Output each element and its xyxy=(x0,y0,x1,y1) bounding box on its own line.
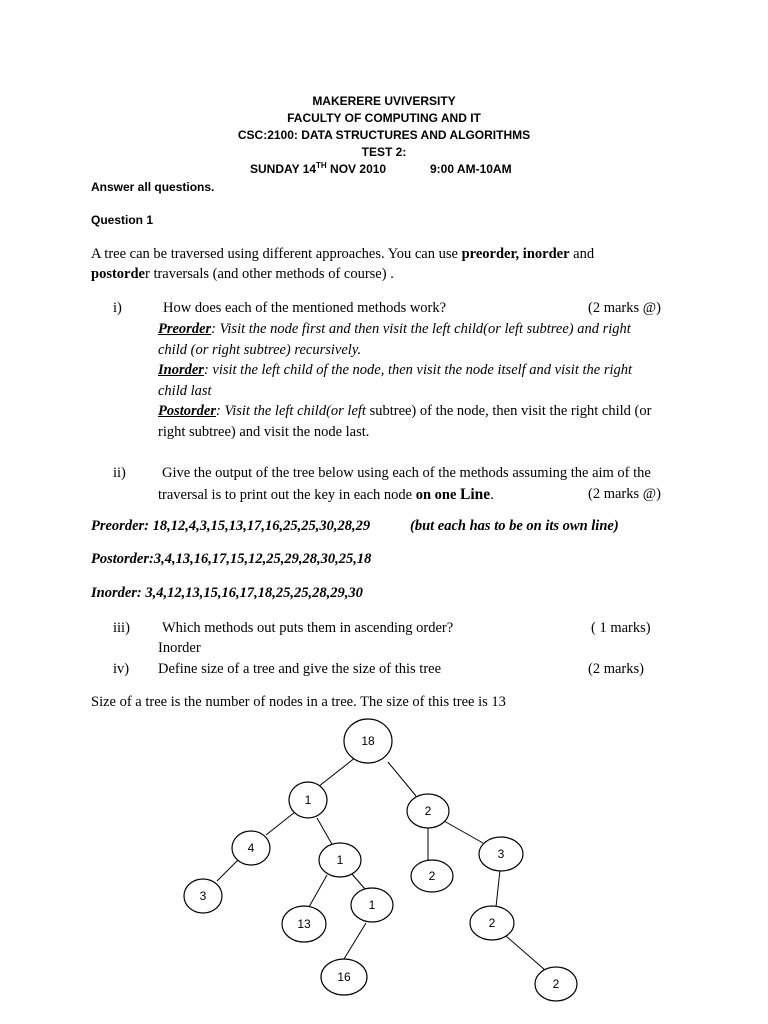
q-iii-text: Which methods out puts them in ascending order? xyxy=(162,620,454,636)
q-i-marks: (2 marks @) xyxy=(588,300,661,316)
instructions: Answer all questions. xyxy=(91,180,215,194)
q-iii-answer: Inorder xyxy=(158,640,201,656)
exam-date: SUNDAY 14TH NOV 2010 xyxy=(250,161,387,176)
tree-node-label: 2 xyxy=(424,804,432,818)
tree-node-label: 16 xyxy=(337,970,351,984)
university-name: MAKERERE UVIVERSITY xyxy=(312,94,456,108)
preorder-answer: Preorder: 18,12,4,3,15,13,17,16,25,25,30,28,29 xyxy=(91,518,371,534)
tree-node-label: 2 xyxy=(488,916,496,930)
tree-node-label: 2 xyxy=(428,869,436,883)
q-i-text: How does each of the mentioned methods work? xyxy=(163,300,447,316)
q-iv-text: Define size of a tree and give the size of this tree xyxy=(158,661,442,677)
q-iv-marks: (2 marks) xyxy=(588,661,644,677)
q-ii-number: ii) xyxy=(113,465,126,481)
inorder-definition: Inorder: visit the left child of the node, then visit the node itself and visit the right xyxy=(158,362,633,378)
tree-node-label: 1 xyxy=(368,898,376,912)
tree-node-label: 1 xyxy=(336,853,344,867)
q-i-number: i) xyxy=(113,300,122,316)
q-ii-marks: (2 marks @) xyxy=(588,486,661,502)
q-ii-text-cont: traversal is to print out the key in each node on one Line. xyxy=(158,486,494,503)
q-ii-text: Give the output of the tree below using each of the methods assuming the aim of the xyxy=(162,465,651,481)
tree-node-label: 18 xyxy=(361,734,375,748)
exam-time: 9:00 AM-10AM xyxy=(430,162,512,176)
tree-node-label: 2 xyxy=(552,977,560,991)
tree-node-label: 3 xyxy=(497,847,505,861)
postorder-definition: Postorder: Visit the left child(or left subtree) of the node, then visit the right child (or xyxy=(158,403,652,419)
size-answer: Size of a tree is the number of nodes in a tree. The size of this tree is 13 xyxy=(91,694,506,710)
inorder-definition-cont: child last xyxy=(158,383,212,399)
course-title: CSC:2100: DATA STRUCTURES AND ALGORITHMS xyxy=(237,128,531,142)
question-title: Question 1 xyxy=(91,213,154,227)
inorder-answer: Inorder: 3,4,12,13,15,16,17,18,25,25,28,29,30 xyxy=(91,585,363,601)
postorder-answer: Postorder:3,4,13,16,17,15,12,25,29,28,30,25,18 xyxy=(91,551,372,567)
intro-line-1: A tree can be traversed using different approaches. You can use preorder, inorder and xyxy=(91,246,595,262)
test-title: TEST 2: xyxy=(361,145,407,159)
intro-line-2: postorder traversals (and other methods of course) . xyxy=(91,266,394,282)
q-iv-number: iv) xyxy=(113,661,130,677)
preorder-definition: Preorder: Visit the node first and then visit the left child(or left subtree) and right xyxy=(158,321,631,337)
preorder-definition-cont: child (or right subtree) recursively. xyxy=(158,342,362,358)
tree-node-label: 3 xyxy=(199,889,207,903)
tree-node-label: 1 xyxy=(304,793,312,807)
q-iii-marks: ( 1 marks) xyxy=(591,620,651,636)
q-iii-number: iii) xyxy=(113,620,130,636)
postorder-definition-cont: right subtree) and visit the node last. xyxy=(158,424,370,440)
tree-node-label: 13 xyxy=(297,917,311,931)
tree-node-label: 4 xyxy=(247,841,255,855)
preorder-note: (but each has to be on its own line) xyxy=(410,518,619,534)
faculty-name: FACULTY OF COMPUTING AND IT xyxy=(287,111,481,125)
